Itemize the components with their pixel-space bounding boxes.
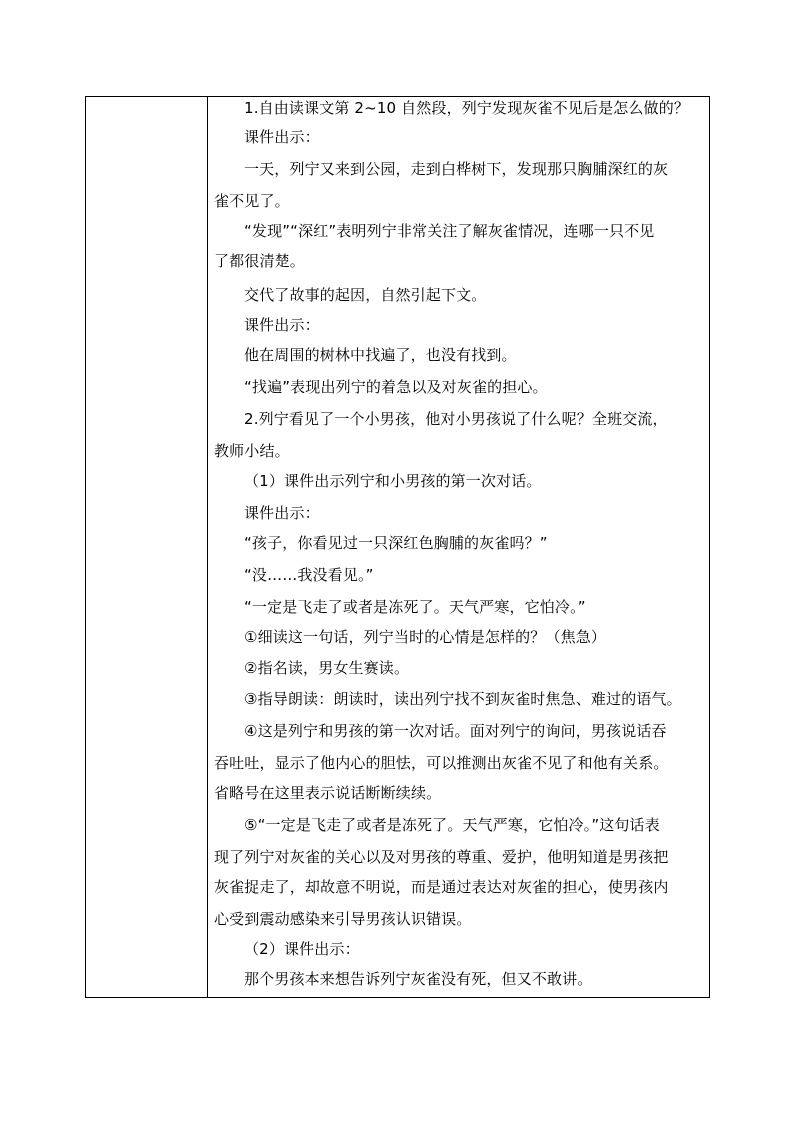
text-line: 吞吐吐，显示了他内心的胆怯，可以推测出灰雀不见了和他有关系。 [214, 754, 669, 772]
text-line: “找遍”表现出列宁的着急以及对灰雀的担心。 [244, 378, 548, 396]
text-line: 了都很清楚。 [214, 252, 305, 270]
lesson-table [85, 96, 710, 998]
text-line: 课件出示： [244, 316, 320, 334]
text-line: 课件出示： [244, 128, 320, 146]
text-line: 那个男孩本来想告诉列宁灰雀没有死，但又不敢讲。 [244, 970, 593, 988]
text-line: 现了列宁对灰雀的关心以及对男孩的尊重、爱护，他明知道是男孩把 [214, 848, 669, 866]
text-line: 教师小结。 [214, 442, 290, 460]
text-line: ③指导朗读：朗读时，读出列宁找不到灰雀时焦急、难过的语气。 [244, 690, 682, 708]
text-line: 灰雀捉走了，却故意不明说，而是通过表达对灰雀的担心，使男孩内 [214, 878, 669, 896]
text-line: 他在周围的树林中找遍了，也没有找到。 [244, 346, 517, 364]
text-line: 心受到震动感染来引导男孩认识错误。 [214, 910, 472, 928]
text-line: “没……我没看见。” [244, 566, 374, 584]
text-line: （1）课件出示列宁和小男孩的第一次对话。 [244, 472, 542, 490]
text-line: “一定是飞走了或者是冻死了。天气严寒，它怕冷。” [244, 598, 586, 616]
text-line: 课件出示： [244, 504, 320, 522]
text-line: 1.自由读课文第 2~10 自然段，列宁发现灰雀不见后是怎么做的？ [244, 99, 689, 117]
table-content-cell [208, 97, 709, 997]
text-line: “发现”“深红”表明列宁非常关注了解灰雀情况，连哪一只不见 [244, 222, 655, 240]
text-line: ⑤“一定是飞走了或者是冻死了。天气严寒，它怕冷。”这句话表 [244, 816, 660, 834]
text-line: 省略号在这里表示说话断断续续。 [214, 784, 442, 802]
text-line: 雀不见了。 [214, 192, 290, 210]
text-line: ④这是列宁和男孩的第一次对话。面对列宁的询问，男孩说话吞 [244, 722, 667, 740]
table-left-cell [86, 97, 208, 997]
text-line: ②指名读，男女生赛读。 [244, 659, 410, 677]
text-line: 一天，列宁又来到公园，走到白桦树下，发现那只胸脯深红的灰 [244, 160, 669, 178]
text-line: ①细读这一句话，列宁当时的心情是怎样的？（焦急） [244, 628, 607, 646]
text-line: “孩子，你看见过一只深红色胸脯的灰雀吗？” [244, 534, 548, 552]
text-line: 2.列宁看见了一个小男孩，他对小男孩说了什么呢？全班交流， [244, 410, 668, 428]
text-line: 交代了故事的起因，自然引起下文。 [244, 286, 487, 304]
text-line: （2）课件出示： [244, 940, 360, 958]
